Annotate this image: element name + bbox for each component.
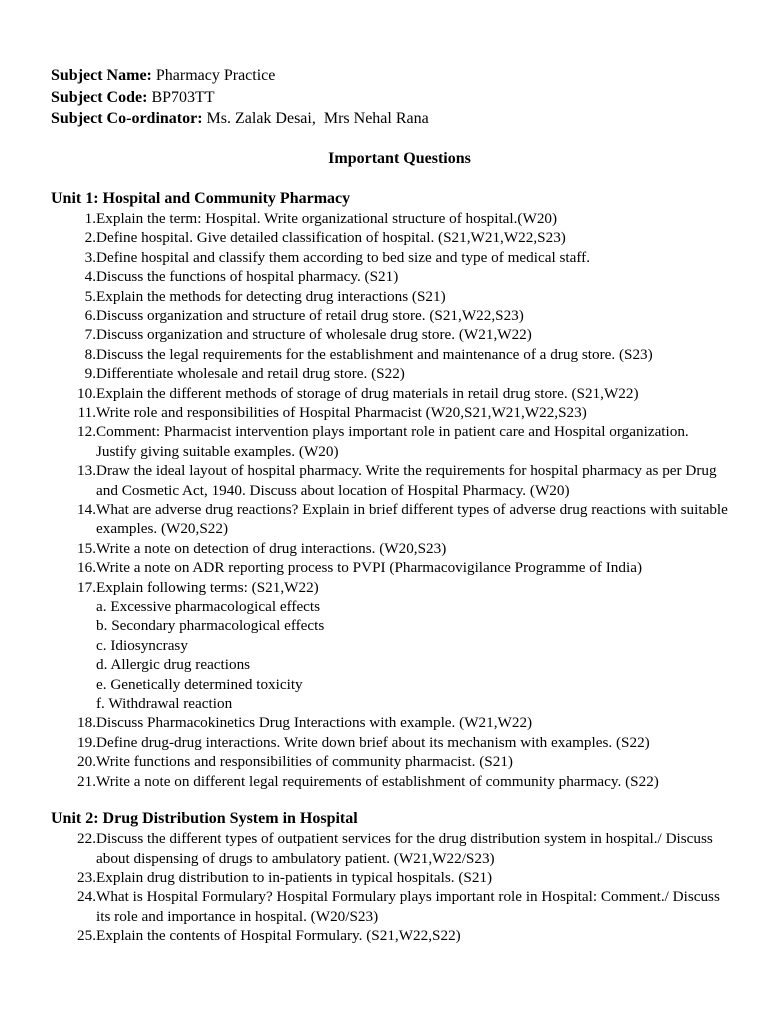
question-number: 7. [84,326,96,344]
question-item [51,248,728,267]
question-text: Discuss the legal requirements for the establishment and maintenance of a drug store. (S23) [96,345,653,363]
question-number: 17. [77,578,96,596]
subject-code-line: Subject Code: BP703TT [51,88,215,106]
question-text: Write role and responsibilities of Hospital Pharmacist (W20,S21,W21,W22,S23) [96,403,587,421]
question-text: Comment: Pharmacist intervention plays important role in patient care and Hospital organization. Justify giving suitable examples. (W20) [96,423,689,460]
subject-info [51,65,728,130]
sub-item: a. Excessive pharmacological effects [96,598,321,616]
question-item [51,713,728,732]
question-text: Define drug-drug interactions. Write down brief about its mechanism with examples. (S22) [96,733,650,751]
question-item [51,829,728,868]
question-text: What are adverse drug reactions? Explain in brief different types of adverse drug reactions with suitable examples. (W20,S22) [96,501,728,538]
question-text: Discuss the functions of hospital pharmacy. (S21) [96,268,399,286]
question-item [51,209,728,228]
question-number: 23. [77,868,96,886]
question-text: Write a note on ADR reporting process to PVPI (Pharmacovigilance Programme of India) [96,559,642,577]
question-item [51,306,728,325]
question-text: Discuss organization and structure of wholesale drug store. (W21,W22) [96,326,532,344]
question-number: 10. [77,384,96,402]
question-number: 21. [77,772,96,790]
question-number: 14. [77,501,96,518]
question-item [51,752,728,771]
question-text: Discuss the different types of outpatient services for the drug distribution system in hospital./ Discuss about dispensing of drugs to ambulatory patient. (W21,W22/S23) [96,830,713,867]
question-item [51,887,728,926]
question-item [51,500,728,539]
question-number: 5. [84,287,96,305]
question-text: Write a note on different legal requirements of establishment of community pharmacy. (S22) [96,772,659,790]
question-number: 4. [84,268,96,286]
question-number: 9. [84,365,96,383]
subject-coordinator-line: Subject Co-ordinator: Ms. Zalak Desai, Mrs Nehal Rana [51,110,429,127]
question-item [51,422,728,461]
question-text: Explain following terms: (S21,W22) [96,578,319,596]
question-item [51,384,728,403]
question-item [51,267,728,286]
sub-item: e. Genetically determined toxicity [96,675,303,693]
question-text: Explain the methods for detecting drug interactions (S21) [96,287,446,305]
question-text: Differentiate wholesale and retail drug store. (S22) [96,365,405,383]
sub-item: b. Secondary pharmacological effects [96,617,325,635]
question-number: 11. [77,403,96,421]
question-item [51,772,728,791]
question-number: 20. [77,753,96,771]
unit-1-title: Unit 1: Hospital and Community Pharmacy [51,189,351,207]
unit-2-title: Unit 2: Drug Distribution System in Hospital [51,810,358,828]
question-number: 24. [77,888,96,906]
question-item [51,558,728,577]
question-text: Define hospital and classify them according to bed size and type of medical staff. [96,248,590,266]
question-item [51,733,728,752]
unit-1-questions-continued [51,713,728,791]
sub-item: f. Withdrawal reaction [96,695,233,713]
subject-name-line: Subject Name: Pharmacy Practice [51,67,276,84]
question-item [51,461,728,500]
question-number: 19. [77,733,96,751]
question-text: Discuss Pharmacokinetics Drug Interactions with example. (W21,W22) [96,714,533,732]
question-text: Define hospital. Give detailed classification of hospital. (S21,W21,W22,S23) [96,229,566,247]
unit-1-questions [51,209,728,597]
question-item [51,926,728,945]
question-text: Write functions and responsibilities of community pharmacist. (S21) [96,753,513,771]
question-text: Write a note on detection of drug interactions. (W20,S23) [96,539,447,557]
question-text: Explain the contents of Hospital Formulary. (S21,W22,S22) [96,927,461,945]
question-number: 15. [77,539,96,557]
question-number: 1. [84,209,96,227]
question-item [51,287,728,306]
document-title: Important Questions [328,149,471,167]
question-number: 6. [84,306,96,324]
question-item [51,325,728,344]
question-number: 18. [77,714,96,732]
question-item [51,403,728,422]
sub-item: c. Idiosyncrasy [96,636,188,654]
question-item [51,364,728,383]
question-text: Explain the term: Hospital. Write organizational structure of hospital.(W20) [96,209,558,227]
question-text: Discuss organization and structure of retail drug store. (S21,W22,S23) [96,306,524,324]
unit-1-subitems [51,597,728,713]
question-number: 16. [77,559,96,577]
question-text: What is Hospital Formulary? Hospital Formulary plays important role in Hospital: Comment./ Discuss its role and importance in hospital. (W20/S23) [96,888,720,925]
question-number: 22. [77,830,96,848]
question-item [51,345,728,364]
question-number: 12. [77,423,96,441]
question-number: 25. [77,927,96,945]
question-item [51,539,728,558]
question-text: Explain drug distribution to in-patients in typical hospitals. (S21) [96,868,493,886]
question-number: 3. [84,248,96,266]
unit-2-questions [51,829,728,945]
question-item [51,578,728,597]
question-item [51,228,728,247]
question-number: 2. [84,229,96,247]
question-number: 13. [77,462,96,480]
sub-item: d. Allergic drug reactions [96,656,251,674]
question-item [51,868,728,887]
question-text: Explain the different methods of storage of drug materials in retail drug store. (S21,W22) [96,384,639,402]
question-text: Draw the ideal layout of hospital pharmacy. Write the requirements for hospital pharmacy as per Drug and Cosmetic Act, 1940. Discuss about location of Hospital Pharmacy. (W20) [96,462,717,499]
question-number: 8. [84,345,96,363]
